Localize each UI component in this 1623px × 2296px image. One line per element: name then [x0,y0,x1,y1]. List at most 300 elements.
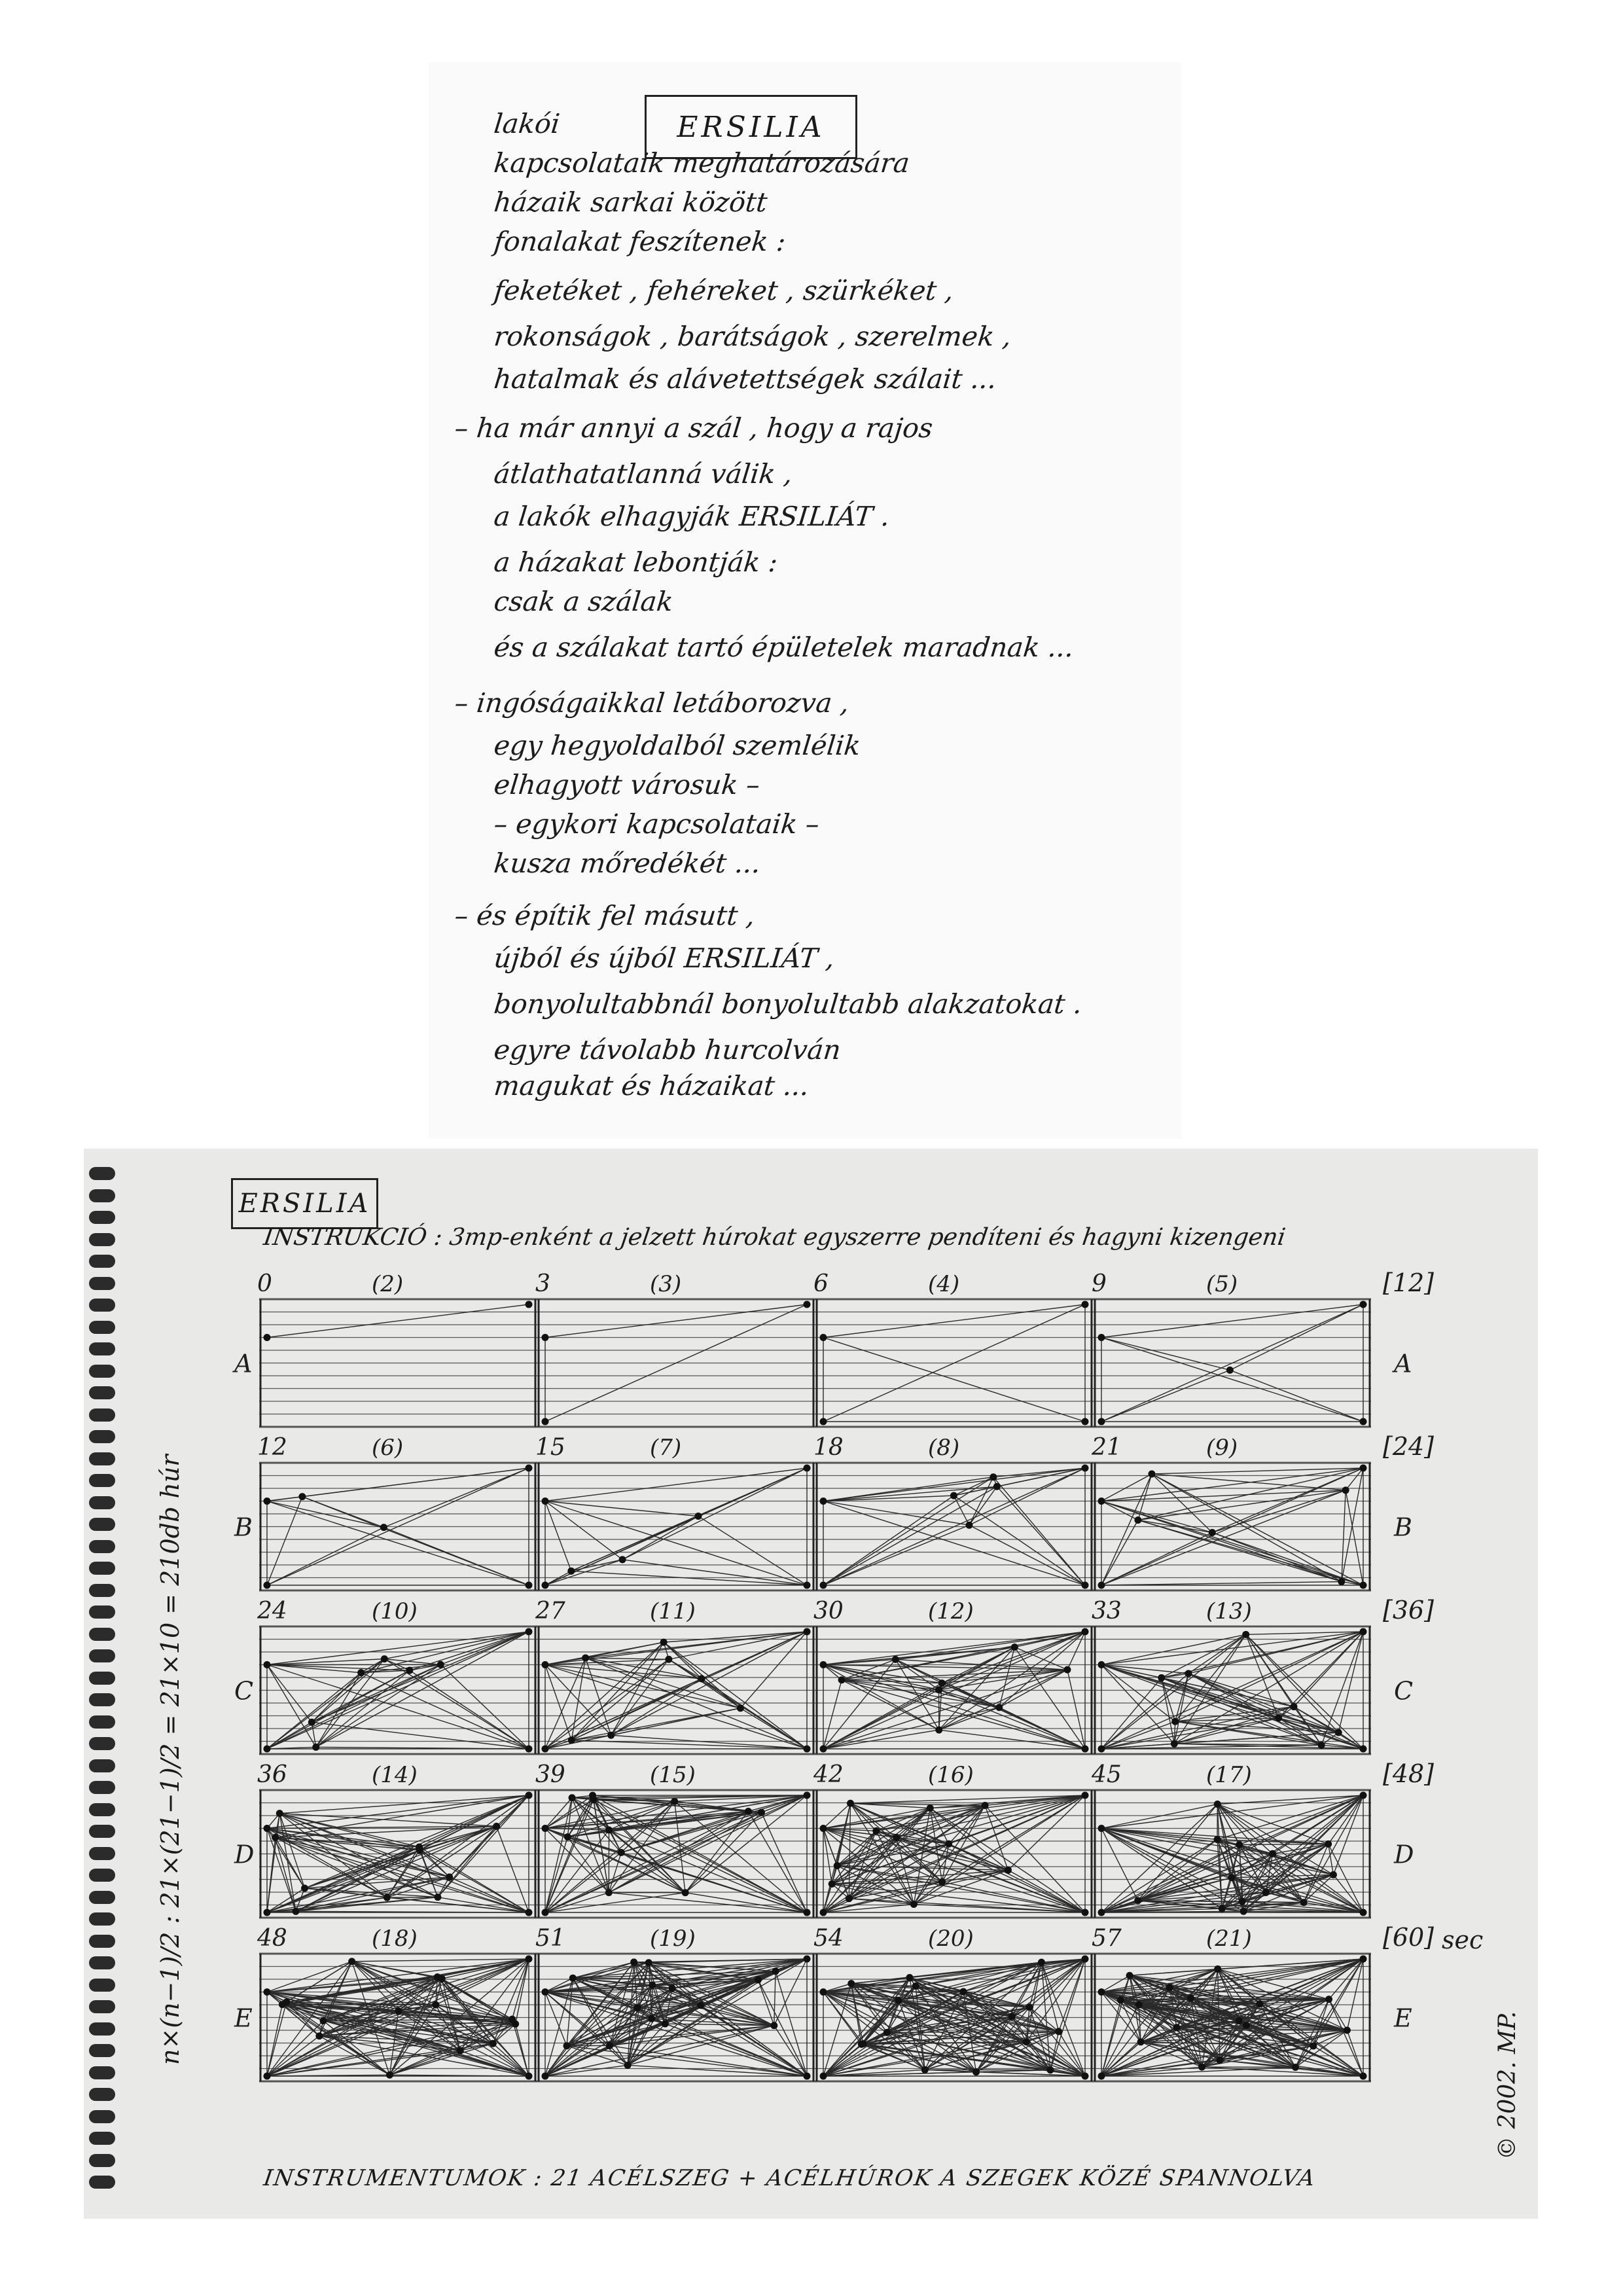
nail-dot [1310,2043,1317,2050]
nail-dot [406,1667,413,1674]
cell-nail-count: (13) [1206,1598,1252,1624]
string-line [954,1496,969,1525]
nail-dot [542,1825,549,1832]
nail-dot [1318,1742,1325,1749]
nail-dot [1335,1729,1342,1736]
row-end-time: [24] [1383,1432,1435,1461]
nail-dot [1026,2003,1033,2011]
nail-dot [820,2073,827,2080]
string-line [823,2032,887,2076]
nail-dot [1243,2022,1250,2029]
nail-dot [859,2040,866,2047]
string-line [296,1897,438,1912]
nail-dot [264,1334,271,1341]
nail-dot [542,1334,549,1341]
string-line [312,1664,440,1722]
nail-dot [490,2040,497,2047]
nail-dot [1063,1666,1071,1674]
cell-time: 6 [813,1270,829,1297]
nail-dot [1262,1889,1270,1896]
string-line [545,1304,807,1338]
nail-dot [1134,1516,1141,1524]
nail-dot [607,1732,615,1739]
nail-dot [1148,1470,1155,1477]
nail-dot [1134,1897,1141,1904]
cell-nail-count: (19) [650,1926,696,1952]
nail-dot [1098,2073,1105,2080]
cell-time: 42 [813,1761,844,1788]
string-line [1152,1468,1363,1474]
nail-dot [645,1959,652,1966]
nail-dot [682,1889,689,1896]
signature: © 2002. MP. [1494,2011,1521,2160]
nail-dot [755,1976,762,1983]
nail-dot [671,1798,678,1805]
score-grid [84,1149,1538,2219]
nail-dot [669,1984,676,1992]
string-line [267,1659,384,1665]
cell-time: 30 [813,1598,844,1624]
nail-dot [945,1840,952,1848]
nail-dot [1214,1965,1221,1973]
nail-dot [542,1418,549,1426]
string-line [361,1673,529,1749]
instruction-text: INSTRUKCIÓ : 3mp-enként a jelzett húrokat egyszerre pendíteni és hagyni kizengeni [262,1224,1287,1251]
row-label: A [1394,1349,1412,1378]
nail-dot [292,1908,299,1915]
nail-dot [959,1988,967,1995]
string-line [545,1501,571,1571]
nail-dot [829,1880,836,1888]
nail-dot [1325,1840,1332,1848]
nail-dot [542,1746,549,1753]
nail-dot [804,1909,811,1916]
string-line [939,1730,1085,1749]
nail-dot [770,2022,777,2029]
string-line [1152,1474,1346,1490]
nail-dot [1098,1746,1105,1753]
nail-dot [605,1826,613,1833]
string-line [450,1877,529,1912]
nail-dot [1171,1718,1179,1725]
nail-dot [618,1849,625,1856]
nail-dot [694,1513,702,1520]
cell-time: 15 [535,1434,565,1461]
string-line [545,1665,702,1679]
string-line [1101,1582,1342,1585]
poem-line: – és építik fel másutt , [453,900,757,931]
cell-nail-count: (4) [928,1271,960,1297]
nail-dot [1082,1301,1089,1308]
nail-dot [892,1656,899,1663]
nail-dot [995,1704,1003,1711]
nail-dot [883,2029,891,2036]
nail-dot [568,1736,575,1744]
nail-dot [820,1498,827,1505]
string-line [267,1528,383,1585]
nail-dot [380,1524,387,1531]
nail-dot [1300,1899,1308,1906]
nail-dot [1098,1418,1105,1426]
nail-dot [1240,1908,1247,1915]
string-line [895,1632,1085,1659]
string-line [1188,1674,1279,1718]
string-line [1347,1959,1363,2030]
nail-dot [847,1980,855,1987]
nail-dot [563,2042,571,2049]
row-label: E [234,2003,253,2033]
nail-dot [648,2015,655,2022]
nail-dot [804,1628,811,1636]
cell-time: 33 [1092,1598,1122,1624]
poem-line: elhagyott városuk – [492,769,762,800]
nail-dot [804,2073,811,2080]
nail-dot [1214,1836,1221,1843]
cell-time: 54 [813,1925,844,1952]
nail-dot [1038,1959,1045,1966]
nail-dot [1291,1703,1298,1710]
nail-dot [1173,2024,1181,2031]
nail-dot [1214,1801,1221,1808]
nail-dot [381,1655,388,1662]
cell-time: 39 [535,1761,565,1788]
poem-line: átlathatatlanná válik , [492,458,794,490]
poem-line: bonyolultabbnál bonyolultabb alakzatokat . [492,988,1084,1020]
nail-dot [921,2066,929,2073]
nail-dot [1011,1643,1018,1651]
string-line [609,1811,748,1892]
cell-time: 27 [535,1598,565,1624]
nail-dot [912,1982,919,1990]
nail-dot [935,1727,942,1734]
poem-title: ERSILIA [645,95,857,159]
nail-dot [820,1988,827,1996]
nail-dot [1360,1909,1367,1916]
string-line [267,2002,287,2076]
cell-nail-count: (15) [650,1762,696,1788]
string-line [571,1516,698,1571]
string-line [1162,1634,1246,1677]
nail-dot [526,1582,533,1589]
string-line [1217,1804,1363,1912]
nail-dot [804,1465,811,1472]
poem-sheet [429,62,1181,1139]
nail-dot [1047,2066,1054,2073]
string-line [267,1665,361,1673]
nail-dot [804,1956,811,1963]
nail-dot [772,1967,779,1975]
string-line [316,1632,529,1747]
nail-dot [1082,1792,1089,1799]
string-line [267,1722,312,1749]
nail-dot [1325,1996,1332,2003]
cell-time: 21 [1092,1434,1122,1461]
nail-dot [665,1656,672,1663]
nail-dot [1242,1631,1249,1638]
nail-dot [1360,1301,1367,1308]
nail-dot [298,1493,306,1500]
nail-dot [1275,1714,1282,1721]
nail-dot [308,1719,315,1726]
nail-dot [804,1792,811,1799]
nail-dot [895,1997,902,2004]
cell-nail-count: (3) [650,1271,682,1297]
string-line [316,1664,441,1747]
nail-dot [1344,2027,1351,2034]
nail-dot [526,1746,533,1753]
string-line [897,1795,1085,1837]
sketch-title: ERSILIA [231,1178,378,1229]
poem-line: a lakók elhagyják ERSILIÁT . [492,501,891,532]
nail-dot [1098,1909,1105,1916]
nail-dot [1137,2038,1145,2045]
nail-dot [1082,1628,1089,1636]
cell-time: 0 [257,1270,272,1297]
nail-dot [508,2016,516,2023]
nail-dot [386,2072,393,2079]
nail-dot [605,1889,613,1896]
poem-line: a házakat lebontják : [492,547,779,578]
nail-dot [838,1676,846,1683]
nail-dot [542,1498,549,1505]
nail-dot [279,2001,286,2008]
nail-dot [276,1810,283,1817]
nail-dot [1342,1486,1349,1494]
string-line [1338,1632,1363,1732]
nail-dot [1098,1334,1105,1341]
row-label: C [1394,1676,1414,1706]
string-line [969,1486,997,1525]
row-end-time: [36] [1383,1596,1435,1624]
nail-dot [1082,1746,1089,1753]
nail-dot [383,1894,391,1901]
nail-dot [437,1661,444,1668]
string-line [702,1679,807,1749]
nail-dot [847,1800,854,1807]
nail-dot [1360,1956,1367,1963]
string-line [267,1304,529,1338]
cell-time: 45 [1092,1761,1122,1788]
string-line [1101,1520,1138,1585]
nail-dot [1082,1465,1089,1472]
nail-dot [432,2001,439,2009]
row-label: D [1394,1840,1414,1869]
nail-dot [1005,1867,1012,1874]
string-line [897,1805,985,1837]
string-line [1101,1304,1363,1338]
nail-dot [542,1661,549,1668]
nail-dot [872,1827,880,1835]
cell-nail-count: (12) [928,1598,974,1624]
poem-line: hatalmak és alávetettségek szálait ... [492,363,999,395]
row-end-time: [12] [1383,1268,1435,1297]
nail-dot [820,1334,827,1341]
nail-dot [264,1825,271,1832]
nail-dot [820,1418,827,1426]
nail-dot [846,1895,853,1902]
nail-dot [606,2042,613,2049]
sketchbook-page [84,1149,1538,2219]
string-line [545,1468,807,1501]
nail-dot [1171,1740,1178,1748]
string-line [849,1870,1008,1898]
string-line [572,1798,609,1893]
nail-dot [320,2017,327,2024]
nail-dot [526,1909,533,1916]
string-line [497,1826,529,1912]
nail-dot [1082,1582,1089,1589]
nail-dot [567,1568,575,1575]
string-line [954,1496,1085,1585]
nail-dot [804,1301,811,1308]
nail-dot [312,1744,319,1751]
nail-dot [935,1686,942,1693]
poem-line: csak a szálak [492,586,675,617]
string-line [823,1477,993,1585]
nail-dot [542,1909,549,1916]
nail-dot [526,2073,533,2080]
nail-dot [820,1909,827,1916]
string-line [267,1497,302,1501]
nail-dot [569,1794,576,1801]
string-line [440,1632,529,1664]
row-label: B [1394,1513,1412,1542]
nail-dot [662,2020,669,2028]
nail-dot [1082,2073,1089,2080]
nail-dot [357,1669,365,1676]
nail-dot [1228,1874,1236,1881]
string-line [823,2044,863,2076]
string-line [1138,1520,1342,1582]
string-line [823,1632,1085,1665]
nail-dot [1360,2073,1367,2080]
nail-dot [697,2001,704,2009]
nail-dot [927,1804,934,1812]
string-line [1101,2000,1120,2076]
string-count-formula: n×(n−1)/2 : 21×(21−1)/2 = 21×10 = 210db húr [156,1454,185,2065]
cell-time: 3 [535,1270,550,1297]
nail-dot [1236,2017,1243,2024]
row-label: C [234,1676,254,1706]
nail-dot [1330,1871,1337,1878]
nail-dot [633,2004,641,2011]
nail-dot [1098,1825,1105,1832]
string-line [312,1670,410,1722]
nail-dot [301,1884,308,1892]
string-line [512,1959,529,2019]
nail-dot [542,2073,549,2080]
row-end-time: [48] [1383,1759,1435,1788]
nail-dot [582,1655,589,1662]
string-line [1050,1959,1085,2070]
nail-dot [1256,2000,1263,2007]
poem-line: – egykori kapcsolataik – [492,808,821,840]
nail-dot [1098,1498,1105,1505]
nail-dot [493,1823,500,1830]
nail-dot [348,1958,355,1965]
cell-nail-count: (16) [928,1762,974,1788]
string-line [823,1501,969,1526]
nail-dot [526,1301,533,1308]
cell-nail-count: (10) [372,1598,418,1624]
nail-dot [698,1675,705,1682]
nail-dot [438,1975,446,1982]
nail-dot [1360,1418,1367,1426]
nail-dot [619,1556,626,1563]
string-line [567,1837,609,1893]
sec-unit: sec [1442,1926,1484,1954]
cell-nail-count: (18) [372,1926,418,1952]
string-line [823,1525,969,1585]
poem-line: kapcsolataik meghatározására [492,147,912,179]
nail-dot [1239,1898,1246,1905]
cell-time: 57 [1092,1925,1122,1952]
cell-nail-count: (6) [372,1435,404,1461]
nail-dot [893,1834,900,1841]
row-end-time: [60] [1383,1923,1435,1952]
nail-dot [264,1498,271,1505]
nail-dot [982,1802,989,1809]
string-line [383,1528,529,1585]
cell-nail-count: (7) [650,1435,682,1461]
poem-line: egy hegyoldalból szemlélik [492,730,863,761]
string-line [622,1560,807,1585]
nail-dot [938,1878,946,1886]
string-line [761,1812,807,1912]
nail-dot [993,1483,1001,1490]
string-line [1101,1338,1230,1371]
string-line [545,1837,567,1912]
nail-dot [542,1988,549,1996]
nail-dot [526,1956,533,1963]
string-line [571,1571,807,1585]
string-line [1313,2030,1347,2046]
nail-dot [660,1639,668,1646]
poem-line: egyre távolabb hurcolván [492,1034,843,1066]
nail-dot [272,1834,279,1841]
nail-dot [1360,1746,1367,1753]
nail-dot [264,1661,271,1668]
nail-dot [1236,1841,1243,1848]
row-label: B [234,1513,253,1542]
nail-dot [1292,2064,1299,2071]
string-line [1101,1632,1363,1665]
string-line [842,1680,939,1730]
nail-dot [542,1582,549,1589]
string-line [1342,1490,1346,1582]
poem-line: – ha már annyi a szál , hogy a rajos [453,412,935,444]
cell-nail-count: (8) [928,1435,960,1461]
nail-dot [1269,1850,1276,1857]
string-line [849,1837,896,1898]
nail-dot [737,1704,744,1712]
poem-line: újból és újból ERSILIÁT , [492,942,836,974]
cell-time: 24 [257,1598,287,1624]
nail-dot [745,1808,752,1815]
cell-time: 12 [257,1434,287,1461]
string-line [628,2065,807,2076]
nail-dot [589,1792,596,1799]
nail-dot [630,1958,637,1965]
string-line [622,1516,698,1560]
nail-dot [1187,1995,1194,2002]
poem-line: házaik sarkai között [492,187,769,218]
nail-dot [834,1862,841,1869]
poem-line: – ingóságaikkal letáborozva , [453,687,851,719]
string-line [611,1735,807,1749]
nail-dot [526,1628,533,1636]
nail-dot [624,2062,632,2069]
